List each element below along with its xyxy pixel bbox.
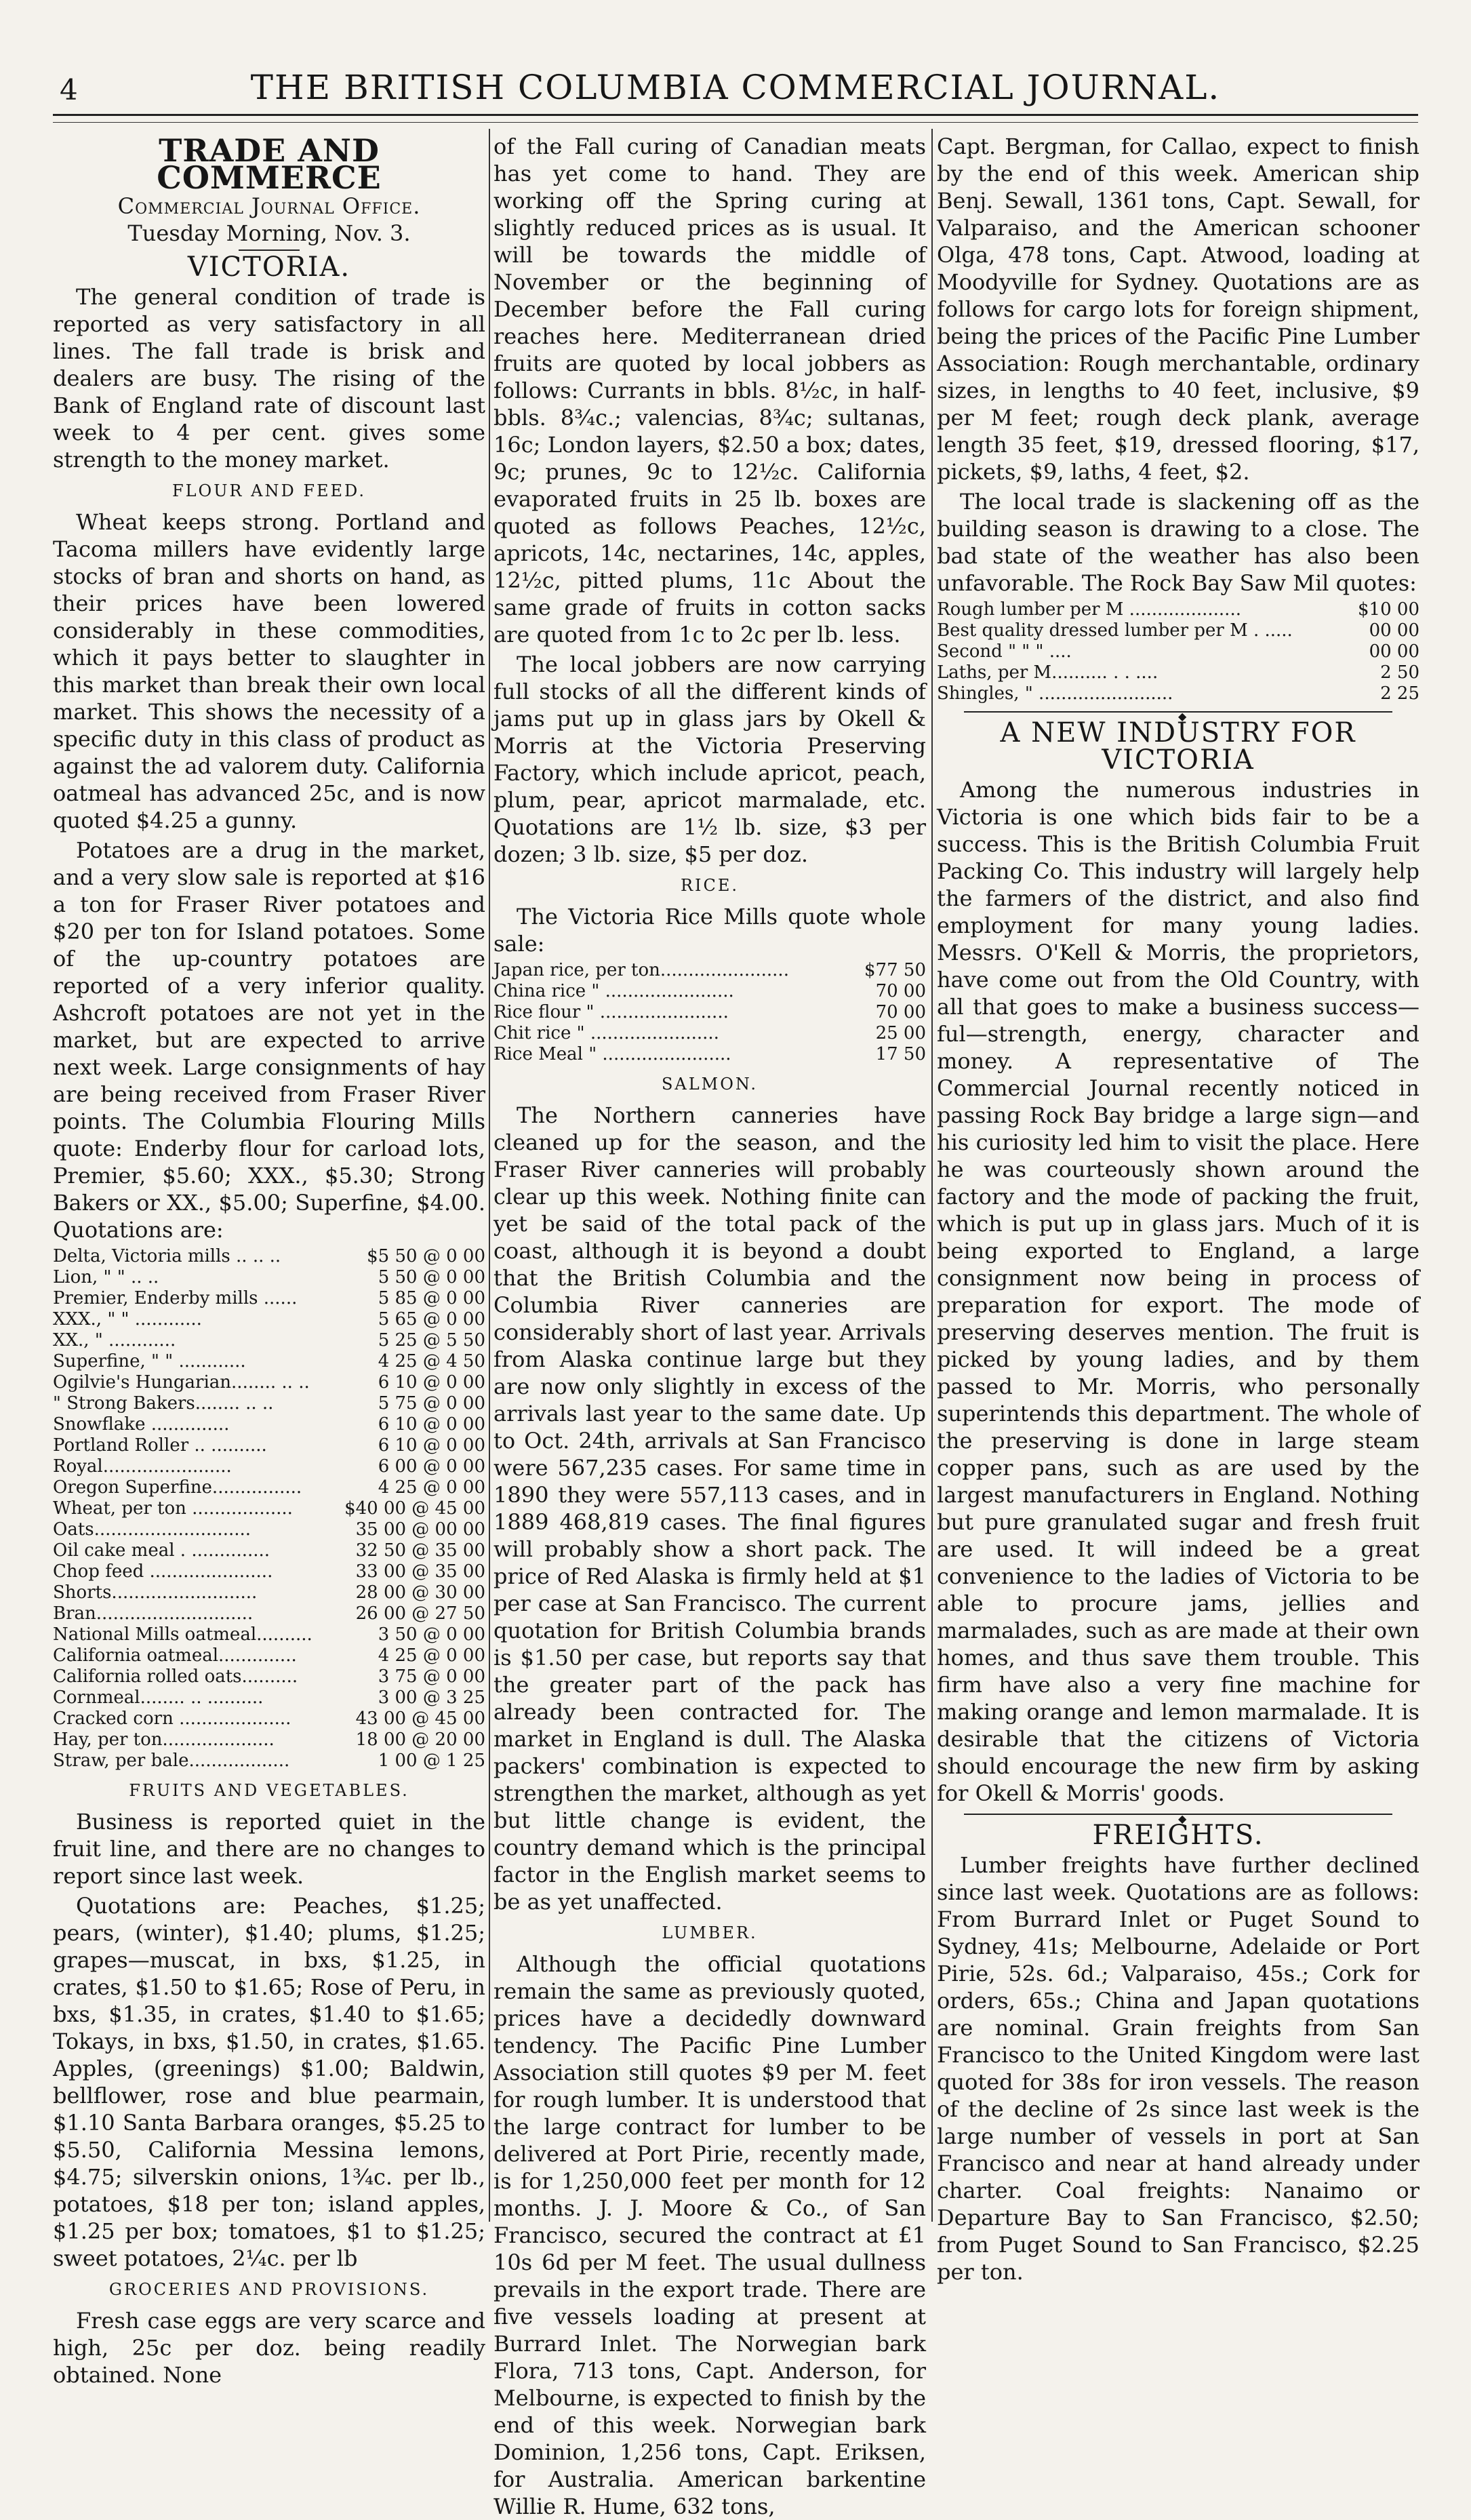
divider: [239, 249, 300, 251]
table-row: [53, 1435, 485, 1456]
table-row: [53, 1414, 485, 1435]
quote-item: National Mills oatmeal..........: [53, 1624, 313, 1645]
table-row: [53, 1519, 485, 1540]
quote-item: Bran............................: [53, 1603, 254, 1624]
quote-item: Snowflake ..............: [53, 1414, 230, 1435]
paragraph: Lumber freights have further declined since last week. Quotations are as follows: From Burrard Inlet or Puget Sound to Sydney, 41s; Melbourne, Adelaide or Port Pirie, 52s. 6d.; Valparaiso, 45s.; Cork for orders, 65s.; China and Japan quotations are nominal. Grain freights from San Francisco to the United Kingdom were last quoted for 38s for iron vessels. The reason of the decline of 2s since last week is the large number of vessels in port at San Francisco and near at hand already under charter. Coal freights: Nanaimo or Departure Bay to San Francisco, $2.50; from Puget Sound to San Francisco, $2.25 per ton.: [937, 1852, 1419, 2285]
table-row: [937, 620, 1419, 641]
city-heading: VICTORIA.: [187, 252, 351, 283]
quote-price: 26 00 @ 27 50: [355, 1603, 485, 1624]
journal-title: THE BRITISH COLUMBIA COMMERCIAL JOURNAL.: [250, 68, 1221, 107]
quote-item: China rice " .......................: [493, 981, 734, 1001]
flour-quotes-table: [53, 1246, 485, 1772]
quote-price: 70 00: [875, 981, 926, 1001]
table-row: [493, 981, 926, 1002]
office-line: Commercial Journal Office.: [117, 193, 421, 219]
quote-item: Japan rice, per ton.......................: [493, 960, 789, 980]
quote-item: Chit rice " .......................: [493, 1023, 719, 1043]
quote-price: 70 00: [875, 1002, 926, 1022]
quote-item: Lion, " " .. ..: [53, 1267, 159, 1287]
quote-item: Oats............................: [53, 1519, 251, 1540]
quote-item: " Strong Bakers........ .. ..: [53, 1393, 274, 1414]
paragraph: The general condition of trade is reported as very satisfactory in all lines. The fall trade is brisk and dealers are busy. The rising of the Bank of England rate of discount last week to 4 per cent. gives some strength to the money market.: [53, 284, 485, 473]
table-row: [53, 1687, 485, 1708]
quote-item: Ogilvie's Hungarian........ .. ..: [53, 1372, 310, 1393]
page-number: 4: [60, 73, 78, 106]
paragraph: The Victoria Rice Mills quote whole sale:: [493, 904, 926, 957]
quote-price: 4 25 @ 0 00: [378, 1477, 485, 1498]
paragraph: Fresh case eggs are very scarce and high, 25c per doz. being readily obtained. None: [53, 2308, 485, 2388]
quote-item: Chop feed ......................: [53, 1561, 273, 1582]
quote-price: 2 25: [1380, 683, 1419, 704]
quote-price: $40 00 @ 45 00: [344, 1498, 485, 1519]
quote-item: Oregon Superfine................: [53, 1477, 302, 1498]
quote-price: 6 10 @ 0 00: [378, 1372, 485, 1393]
column-divider: [931, 129, 933, 2222]
ornament-divider: [964, 1814, 1392, 1815]
subheading-lumber: LUMBER.: [662, 1923, 758, 1942]
paragraph: Wheat keeps strong. Portland and Tacoma millers have evidently large stocks of bran and shorts on hand, as their prices have been lowered considerably in these commodities, which it pays better to slaughter in this market than break their own local market. This shows the necessity of a specific duty in this class of product as against the ad valorem duty. California oatmeal has advanced 25c, and is now quoted $4.25 a gunny.: [53, 509, 485, 833]
subheading-flour: FLOUR AND FEED.: [172, 481, 367, 500]
column-1: [53, 132, 485, 2388]
quote-item: Rice Meal " .......................: [493, 1044, 731, 1064]
quote-price: 35 00 @ 00 00: [355, 1519, 485, 1540]
quote-item: Rough lumber per M ....................: [937, 599, 1241, 620]
column-2: [493, 133, 926, 2519]
quote-price: 5 50 @ 0 00: [378, 1267, 485, 1287]
quote-item: Hay, per ton....................: [53, 1729, 275, 1750]
quote-price: 5 85 @ 0 00: [378, 1288, 485, 1308]
quote-item: Premier, Enderby mills ......: [53, 1288, 298, 1308]
quote-price: 3 75 @ 0 00: [378, 1666, 485, 1687]
paragraph: The local jobbers are now carrying full stocks of all the different kinds of jams put up in glass jars by Okell & Morris at the Victoria Preserving Factory, which include apricot, peach, plum, pear, apricot marmalade, etc. Quotations are 1½ lb. size, $3 per dozen; 3 lb. size, $5 per doz.: [493, 652, 926, 867]
table-row: [53, 1498, 485, 1519]
quote-price: $10 00: [1358, 599, 1419, 620]
quote-price: 00 00: [1369, 620, 1419, 641]
table-row: [493, 1044, 926, 1065]
quote-price: 5 25 @ 5 50: [378, 1330, 485, 1351]
table-row: [493, 1002, 926, 1023]
table-row: [53, 1456, 485, 1477]
table-row: [53, 1330, 485, 1351]
table-row: [53, 1708, 485, 1729]
table-row: [53, 1372, 485, 1393]
ornament-divider: [964, 711, 1392, 713]
subheading-salmon: SALMON.: [661, 1075, 759, 1094]
paragraph: Although the official quotations remain the same as previously quoted, prices have a decidedly downward tendency. The Pacific Pine Lumber Association still quotes $9 per M. feet for rough lumber. It is understood that the large contract for lumber to be delivered at Port Pirie, recently made, is for 1,250,000 feet per month for 12 months. J. J. Moore & Co., of San Francisco, secured the contract at £1 10s 6d per M feet. The usual dullness prevails in the export trade. There are five vessels loading at present at Burrard Inlet. The Norwegian bark Flora, 713 tons, Capt. Anderson, for Melbourne, is expected to finish by the end of this week. Norwegian bark Dominion, 1,256 tons, Capt. Eriksen, for Australia. American barkentine Willie R. Hume, 632 tons,: [493, 1951, 926, 2519]
table-row: [937, 662, 1419, 683]
table-row: [53, 1246, 485, 1267]
quote-item: Portland Roller .. ..........: [53, 1435, 267, 1456]
table-row: [53, 1561, 485, 1582]
quote-item: XX., " ............: [53, 1330, 176, 1351]
paragraph: Potatoes are a drug in the market, and a very slow sale is reported at $16 a ton for Fraser River potatoes and $20 per ton for Island potatoes. Some of the up-country potatoes are reported of a very inferior quality. Ashcroft potatoes are not yet in the market, but are expected to arrive next week. Large consignments of hay are being received from Fraser River points. The Columbia Flouring Mills quote: Enderby flour for carload lots, Premier, $5.60; XXX., $5.30; Strong Bakers or XX., $5.00; Superfine, $4.00. Quotations are:: [53, 837, 485, 1243]
subheading-rice: RICE.: [680, 876, 740, 895]
quote-item: Superfine, " " ............: [53, 1351, 246, 1372]
rice-quotes-table: [493, 960, 926, 1065]
quote-price: 6 00 @ 0 00: [378, 1456, 485, 1477]
paragraph: The Northern canneries have cleaned up for the season, and the Fraser River canneries will probably clear up this week. Nothing finite can yet be said of the total pack of the coast, although it is beyond a doubt that the British Columbia and the Columbia River canneries are considerably short of last year. Arrivals from Alaska continue large but they are now only slightly in excess of the arrivals last year to the same date. Up to Oct. 24th, arrivals at San Francisco were 567,235 cases. For same time in 1890 they were 557,113 cases, and in 1889 468,819 cases. The final figures will probably show a short pack. The price of Red Alaska is firmly held at $1 per case at San Francisco. The current quotation for British Columbia brands is $1.50 per case, but reports say that the greater part of the pack has already been contracted for. The market in England is dull. The Alaska packers' combination is expected to strengthen the market, although as yet but little change is evident, the country demand which is the principal factor in the English market seems to be as yet unaffected.: [493, 1102, 926, 1915]
table-row: [937, 599, 1419, 620]
quote-price: 3 00 @ 3 25: [378, 1687, 485, 1708]
subheading-fruits: FRUITS AND VEGETABLES.: [129, 1781, 409, 1800]
date-line: Tuesday Morning, Nov. 3.: [127, 220, 411, 246]
quote-price: 5 65 @ 0 00: [378, 1309, 485, 1329]
table-row: [937, 683, 1419, 704]
table-row: [53, 1288, 485, 1309]
subheading-groceries: GROCERIES AND PROVISIONS.: [108, 2280, 430, 2299]
quote-price: 32 50 @ 35 00: [355, 1540, 485, 1561]
table-row: [493, 960, 926, 981]
table-row: [53, 1477, 485, 1498]
header-rule-thin: [53, 122, 1418, 123]
quote-item: Laths, per M.......... . . ....: [937, 662, 1158, 683]
table-row: [53, 1309, 485, 1330]
quote-item: Cracked corn ....................: [53, 1708, 291, 1729]
quote-price: $5 50 @ 0 00: [367, 1246, 485, 1266]
table-row: [53, 1393, 485, 1414]
quote-price: 5 75 @ 0 00: [378, 1393, 485, 1414]
quote-price: 6 10 @ 0 00: [378, 1414, 485, 1435]
table-row: [53, 1666, 485, 1687]
quote-price: 2 50: [1380, 662, 1419, 683]
quote-item: Rice flour " .......................: [493, 1002, 729, 1022]
quote-item: Shorts..........................: [53, 1582, 258, 1603]
paragraph: Capt. Bergman, for Callao, expect to finish by the end of this week. American ship Benj. Sewall, 1361 tons, Capt. Sewall, for Valparaiso, and the American schooner Olga, 478 tons, Capt. Atwood, loading at Moodyville for Sydney. Quotations are as follows for cargo lots for foreign shipment, being the prices of the Pacific Pine Lumber Association: Rough merchantable, ordinary sizes, in lengths to 40 feet, inclusive, $9 per M feet; rough deck plank, average length 35 feet, $19, dressed flooring, $17, pickets, $9, laths, 4 feet, $2.: [937, 134, 1419, 485]
quote-item: Oil cake meal . ..............: [53, 1540, 270, 1561]
quote-item: Best quality dressed lumber per M . .....: [937, 620, 1293, 641]
table-row: [53, 1582, 485, 1603]
paragraph: of the Fall curing of Canadian meats has yet come to hand. They are working off the Spring curing at slightly reduced prices as is usual. It will be towards the middle of November or the beginning of December before the Fall curing reaches here. Mediterranean dried fruits are quoted by local jobbers as follows: Currants in bbls. 8½c, in half-bbls. 8¾c.; valencias, 8¾c; sultanas, 16c; London layers, $2.50 a box; dates, 9c; prunes, 9c to 12½c. California evaporated fruits in 25 lb. boxes are quoted as follows Peaches, 12½c, apricots, 14c, nectarines, 14c, apples, 12½c, pitted plums, 11c About the same grade of fruits in cotton sacks are quoted from 1c to 2c per lb. less.: [493, 134, 926, 647]
quote-price: 4 25 @ 0 00: [378, 1645, 485, 1666]
quote-item: Second " " " ....: [937, 641, 1072, 662]
table-row: [937, 641, 1419, 662]
paragraph: Among the numerous industries in Victoria is one which bids fair to be a success. This is the British Columbia Fruit Packing Co. This industry will largely help the farmers of the district, and also find employment for many young ladies. Messrs. O'Kell & Morris, the proprietors, have come out from the Old Country, with all that goes to make a business success—ful—strength, energy, character and money. A representative of The Commercial Journal recently noticed in passing Rock Bay bridge a large sign—and his curiosity led him to visit the place. Here he was courteously shown around the factory and the mode of packing the fruit, which is put up in glass jars. Much of it is being exported to England, a large consignment now being in process of preparation for export. The mode of preserving deserves mention. The fruit is picked by young ladies, and by them passed to Mr. Morris, who personally superintends this department. The whole of the preserving is done in large steam copper pans, such as are used by the largest manufacturers in England. Nothing but pure granulated sugar and fresh fruit are used. It will indeed be a great convenience to the ladies of Victoria to be able to procure jams, jellies and marmalades, such as are made at their own homes, and thus save them trouble. This firm have also a very fine machine for making orange and lemon marmalade. It is desirable that the citizens of Victoria should encourage the new firm by asking for Okell & Morris' goods.: [937, 777, 1419, 1806]
quote-item: Wheat, per ton ..................: [53, 1498, 293, 1519]
paragraph: Quotations are: Peaches, $1.25; pears, (winter), $1.40; plums, $1.25; grapes—muscat, in bxs, $1.25, in crates, $1.50 to $1.65; Rose of Peru, in bxs, $1.35, in crates, $1.40 to $1.65; Tokays, in bxs, $1.50, in crates, $1.65. Apples, (greenings) $1.00; Baldwin, bellflower, rose and blue pearmain, $1.10 Santa Barbara oranges, $5.25 to $5.50, California Messina lemons, $4.75; silverskin onions, 1¾c. per lb., potatoes, $18 per ton; island apples, $1.25 per box; tomatoes, $1 to $1.25; sweet potatoes, 2¼c. per lb: [53, 1893, 485, 2271]
column-divider: [489, 129, 490, 2222]
mill-quotes-table: [937, 599, 1419, 704]
quote-price: 43 00 @ 45 00: [355, 1708, 485, 1729]
table-row: [53, 1540, 485, 1561]
header-rule: [53, 114, 1418, 116]
quote-price: 3 50 @ 0 00: [378, 1624, 485, 1645]
quote-item: California oatmeal..............: [53, 1645, 297, 1666]
quote-price: 6 10 @ 0 00: [378, 1435, 485, 1456]
table-row: [53, 1729, 485, 1751]
quote-price: $77 50: [864, 960, 926, 980]
quote-price: 25 00: [875, 1023, 926, 1043]
quote-price: 18 00 @ 20 00: [355, 1729, 485, 1750]
quote-item: Royal.......................: [53, 1456, 232, 1477]
quote-item: XXX., " " ............: [53, 1309, 202, 1329]
table-row: [53, 1624, 485, 1645]
quote-price: 4 25 @ 4 50: [378, 1351, 485, 1372]
table-row: [53, 1267, 485, 1288]
table-row: [53, 1645, 485, 1666]
quote-item: Cornmeal........ .. ..........: [53, 1687, 264, 1708]
quote-item: Shingles, " ........................: [937, 683, 1173, 704]
quote-price: 17 50: [875, 1044, 926, 1064]
column-3: [937, 133, 1419, 2285]
quote-price: 28 00 @ 30 00: [355, 1582, 485, 1603]
quote-price: 00 00: [1369, 641, 1419, 662]
section-heading-trade: TRADE AND COMMERCE: [157, 132, 382, 196]
section-heading-industry: A NEW INDUSTRY FOR VICTORIA: [1000, 717, 1356, 776]
quote-item: Straw, per bale..................: [53, 1751, 290, 1771]
table-row: [493, 1023, 926, 1044]
quote-item: California rolled oats..........: [53, 1666, 298, 1687]
section-heading-freights: FREIGHTS.: [1092, 1820, 1264, 1851]
quote-item: Delta, Victoria mills .. .. ..: [53, 1246, 281, 1266]
table-row: [53, 1603, 485, 1624]
quote-price: 1 00 @ 1 25: [378, 1751, 485, 1771]
table-row: [53, 1351, 485, 1372]
table-row: [53, 1751, 485, 1772]
paragraph: The local trade is slackening off as the building season is drawing to a close. The bad state of the weather has also been unfavorable. The Rock Bay Saw Mil quotes:: [937, 489, 1419, 596]
quote-price: 33 00 @ 35 00: [355, 1561, 485, 1582]
paragraph: Business is reported quiet in the fruit line, and there are no changes to report since last week.: [53, 1809, 485, 1889]
